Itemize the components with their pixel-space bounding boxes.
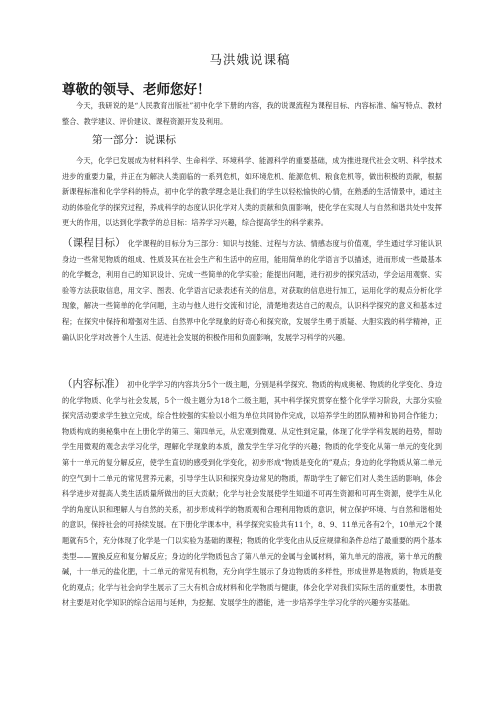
goals-heading: （课程目标） xyxy=(62,237,126,249)
section1-paragraph: 今天，化学已发展成为材料科学、生命科学、环境科学、能源科学的重要基础，成为推进现代社会文明、科学技术进步的重要力量，并正在为解决人类面临的一系列危机，如环境危机、能源危机、粮食危机等，做出积极的贡献，根据新课程标准和化学学科的特点，初中化学的教学理念是让我们的学生以轻松愉快的心情，在熟悉的生活情景中，通过主动的体验化学的探究过程，养成科学的态度认识化学对人类的贡献和负面影响，使化学在实现人与自然和谐共处中发挥更大的作用，以达到化学教学的总目标：培养学习兴趣，综合提高学生的科学素养。 xyxy=(62,156,442,228)
intro-paragraph: 今天，我研说的是“人民教育出版社”初中化学下册的内容，我的说课流程为课程目标、内容标准、编写特点、教材整合、教学建议、评价建议、课程资源开发及利用。 xyxy=(62,101,442,126)
goals-paragraph xyxy=(62,236,442,345)
section-heading: 第一部分：说课标 xyxy=(92,134,176,146)
content-text: 初中化学学习的内容共分5个一级主题，分别是科学探究、物质的构成奥秘、物质的化学变化、身边的化学物质、化学与社会发展，5个一级主题分为18个二级主题，其中科学探究贯穿在整个化学学习阶段，大部分实验探究活动要求学生独立完成，综合性较强的实验以小组为单位共同协作完成，以培养学生的团队精神和协同合作能力；物质构成的奥秘集中在上册化学的第三、第四单元，从宏观到微观、从定性到定量，体现了化学学科发展的趋势，帮助学生用微观的观念去学习化学，理解化学现象的本质，激发学生学习化学的兴趣；物质的化学变化从第一单元的变化到第十一单元的复分解反应，使学生直切的感受到化学变化，初步形成“物质是变化的”观点；身边的化学物质从第二单元的空气到十二单元的常见营养元素，引导学生认识和探究身边常见的物质，帮助学生了解它们对人类生活的影响，体会科学进步对提高人类生活质量所做出的巨大贡献；化学与社会发展使学生知道不可再生资源和可再生资源，使学生从化学的角度认识和理解人与自然的关系，初步形成科学的物质观和合理利用物质的意识，树立保护环境、与自然和谐相处的意识，保持社会的可持续发展。在下册化学课本中，科学探究实验共有11个，8、9、11单元各有2个，10单元2个课题就有5个，充分体现了化学是一门以实验为基础的课程；物质的化学变化由从反应规律和条件总结了最重要的两个基本类型——置换反应和复分解反应；身边的化学物质包含了第八单元的金属与金属材料，第九单元的溶液，第十单元的酸碱，十一单元的盐化肥，十二单元的常见有机物，充分向学生展示了身边物质的多样性，形成世界是物质的，物质是变化的观点；化学与社会向学生展示了三大有机合成材料和化学物质与健康，体会化学对我们实际生活的重要性，本册教材主要是对化学知识的综合运用与延伸，为挖掘、发展学生的潜能，进一步培养学生学习化学的兴趣夯实基础。 xyxy=(62,380,443,608)
goals-text: 化学课程的目标分为三部分：知识与技能、过程与方法、情感态度与价值观，学生通过学习能认识身边一些常见物质的组成、性质及其在社会生产和生活中的应用，能用简单的化学语言予以描述，进而形成一些最基本的化学概念，利用自己的知识设计、完成一些简单的化学实验；能提出问题，进行初步的探究活动，学会运用观察、实验等方法获取信息，用文字、图表、化学语言记录表述有关的信息，对获取的信息进行加工，运用化学的观点分析化学现象，解决一些简单的化学问题，主动与他人进行交流和讨论，清楚地表达自己的观点，认识科学探究的意义和基本过程；在探究中保持和增强对生活、自然界中化学现象的好奇心和探究欲，发展学生勇于质疑、大胆实践的科学精神，正确认识化学对改善个人生活、促进社会发展的积极作用和负面影响，发展学习科学的兴趣。 xyxy=(62,239,442,342)
content-paragraph xyxy=(62,377,442,611)
content-heading: （内容标准） xyxy=(62,378,126,390)
greeting: 尊敬的领导、老师您好！ xyxy=(62,82,211,98)
document-title: 马洪娥说课稿 xyxy=(209,52,291,67)
